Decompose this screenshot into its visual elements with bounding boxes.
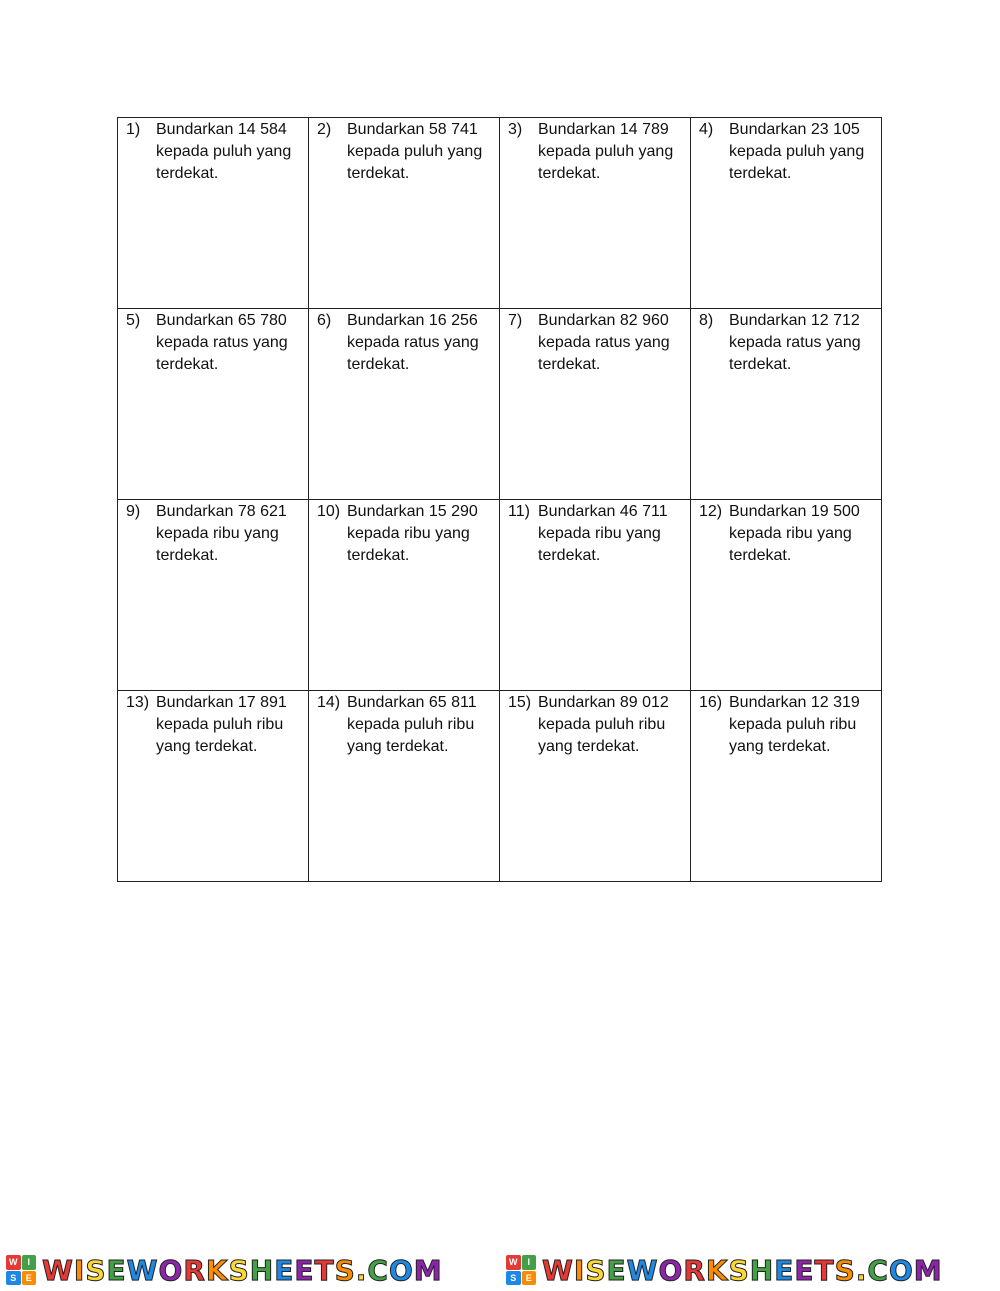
logo-tile: W	[506, 1255, 521, 1270]
brand-text: WISEWORKSHEETS.COM	[542, 1253, 943, 1287]
question-text: Bundarkan 82 960 kepada ratus yang terdekat.	[538, 312, 670, 373]
question-text: Bundarkan 14 584 kepada puluh yang terdekat.	[156, 121, 292, 182]
question-text: Bundarkan 58 741 kepada puluh yang terdekat.	[347, 121, 483, 182]
question-cell	[118, 500, 309, 691]
question-number: 6)	[317, 312, 332, 329]
question-text: Bundarkan 65 780 kepada ratus yang terdekat.	[156, 312, 288, 373]
question-cell	[309, 309, 500, 500]
question-number: 11)	[508, 503, 530, 520]
question-cell	[691, 500, 882, 691]
question-number: 3)	[508, 121, 523, 138]
question-cell	[691, 118, 882, 309]
question-text: Bundarkan 65 811 kepada puluh ribu yang terdekat.	[347, 694, 477, 755]
question-number: 15)	[508, 694, 532, 711]
logo-tile: I	[22, 1255, 37, 1270]
question-number: 10)	[317, 503, 341, 520]
question-cell	[500, 118, 691, 309]
question-grid	[117, 117, 882, 882]
question-number: 4)	[699, 121, 714, 138]
question-number: 9)	[126, 503, 141, 520]
brand-text: WISEWORKSHEETS.COM	[42, 1253, 443, 1287]
question-cell	[309, 500, 500, 691]
wise-logo-icon	[506, 1255, 536, 1285]
question-cell	[118, 118, 309, 309]
brand-watermark	[500, 1252, 1000, 1288]
grid-row	[118, 691, 882, 882]
logo-tile: I	[522, 1255, 537, 1270]
question-number: 1)	[126, 121, 141, 138]
question-text: Bundarkan 78 621 kepada ribu yang terdekat.	[156, 503, 287, 564]
grid-row	[118, 500, 882, 691]
question-cell	[309, 691, 500, 882]
brand-watermark	[0, 1252, 500, 1288]
question-text: Bundarkan 19 500 kepada ribu yang terdekat.	[729, 503, 860, 564]
question-number: 5)	[126, 312, 141, 329]
question-text: Bundarkan 14 789 kepada puluh yang terdekat.	[538, 121, 674, 182]
logo-tile: S	[506, 1271, 521, 1286]
question-text: Bundarkan 16 256 kepada ratus yang terdekat.	[347, 312, 479, 373]
logo-tile: W	[6, 1255, 21, 1270]
question-number: 13)	[126, 694, 150, 711]
question-text: Bundarkan 17 891 kepada puluh ribu yang terdekat.	[156, 694, 287, 755]
question-text: Bundarkan 12 712 kepada ratus yang terdekat.	[729, 312, 861, 373]
question-cell	[500, 309, 691, 500]
wise-logo-icon	[6, 1255, 36, 1285]
footer-watermark	[0, 1252, 1000, 1288]
question-text: Bundarkan 12 319 kepada puluh ribu yang terdekat.	[729, 694, 860, 755]
question-number: 12)	[699, 503, 723, 520]
question-cell	[691, 309, 882, 500]
question-cell	[118, 691, 309, 882]
question-number: 7)	[508, 312, 523, 329]
question-number: 8)	[699, 312, 714, 329]
question-text: Bundarkan 89 012 kepada puluh ribu yang terdekat.	[538, 694, 669, 755]
question-cell	[118, 309, 309, 500]
grid-row	[118, 118, 882, 309]
logo-tile: E	[22, 1271, 37, 1286]
question-cell	[500, 500, 691, 691]
logo-tile: S	[6, 1271, 21, 1286]
question-cell	[309, 118, 500, 309]
question-number: 16)	[699, 694, 723, 711]
question-number: 2)	[317, 121, 332, 138]
grid-row	[118, 309, 882, 500]
question-text: Bundarkan 23 105 kepada puluh yang terdekat.	[729, 121, 865, 182]
logo-tile: E	[522, 1271, 537, 1286]
question-text: Bundarkan 15 290 kepada ribu yang terdekat.	[347, 503, 478, 564]
question-cell	[691, 691, 882, 882]
question-text: Bundarkan 46 711 kepada ribu yang terdekat.	[538, 503, 668, 564]
question-cell	[500, 691, 691, 882]
question-number: 14)	[317, 694, 341, 711]
